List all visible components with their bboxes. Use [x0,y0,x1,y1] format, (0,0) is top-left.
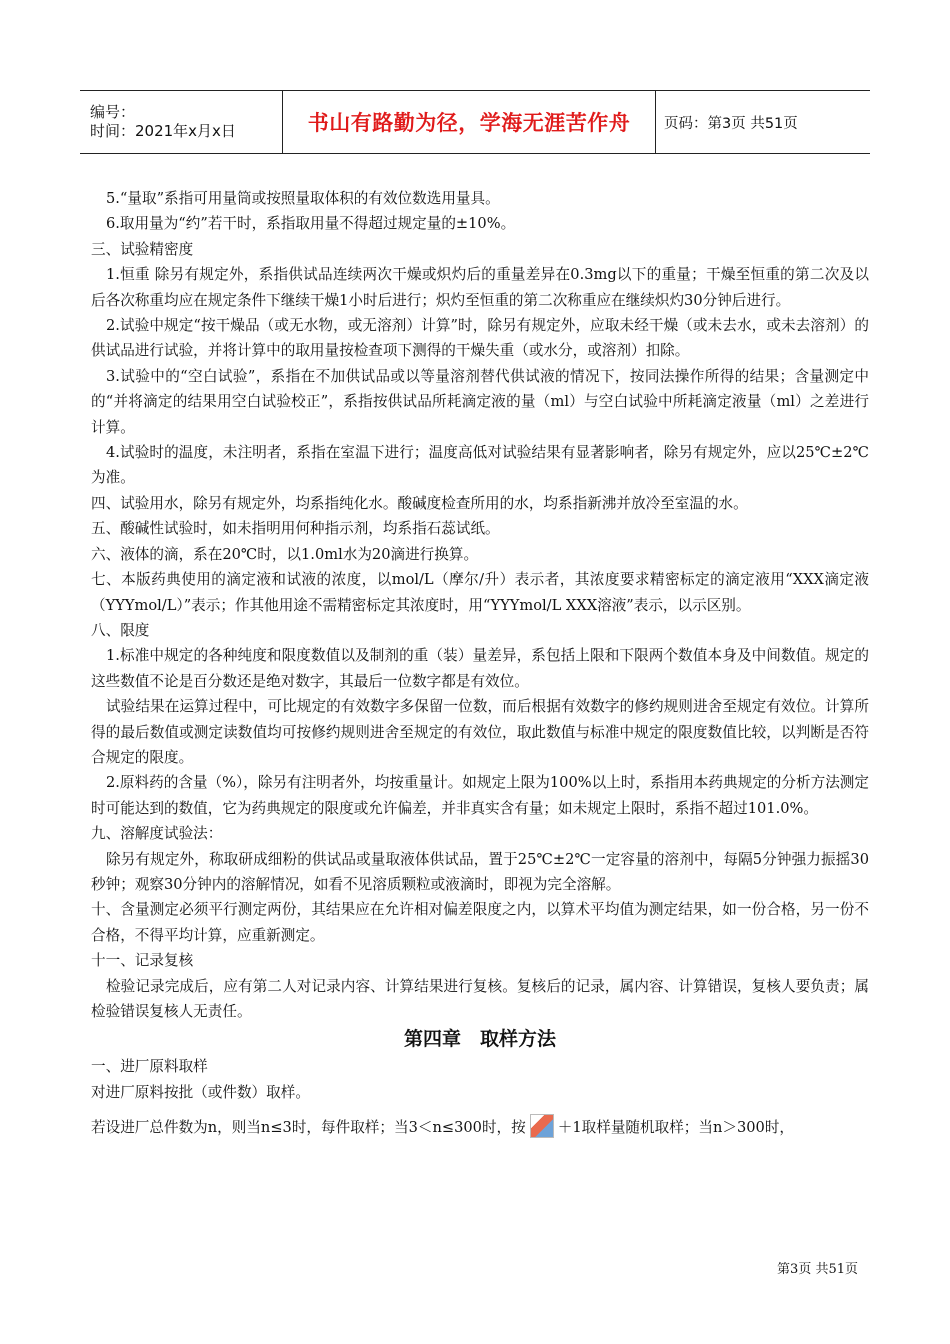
serial-label: 编号： [90,103,136,121]
section-title: 一、进厂原料取样 [91,1058,208,1076]
body-paragraph: 1.恒重 除另有规定外，系指供试品连续两次干燥或炽灼后的重量差异在0.3mg以下的重量；干燥至恒重的第二次及以后各次称重均应在规定条件下继续干燥1小时后进行；炽灼至恒重的第二次称重应在继续炽灼30分钟后进行。 [91,266,869,309]
body-paragraph: 检验记录完成后，应有第二人对记录内容、计算结果进行复核。复核后的记录，属内容、计算错误，复核人要负责；属检验错误复核人无责任。 [91,977,869,1020]
body-paragraph: 5.“量取”系指可用量筒或按照量取体积的有效位数选用量具。 [106,190,500,207]
body-paragraph: 九、溶解度试验法： [91,825,223,843]
formula-image-icon [530,1114,554,1138]
body-paragraph: 2.原料药的含量（%），除另有注明者外，均按重量计。如规定上限为100%以上时，系指用本药典规定的分析方法测定时可能达到的数值，它为药典规定的限度或允许偏差，并非真实含有量；如未规定上限时，系指不超过101.0%。 [91,774,869,817]
document-body [91,186,869,1141]
body-paragraph: 八、限度 [91,621,150,639]
body-paragraph: 五、酸碱性试验时，如未指明用何种指示剂，均系指石蕊试纸。 [91,520,500,538]
body-paragraph: 1.标准中规定的各种纯度和限度数值以及制剂的重（装）量差异，系包括上限和下限两个数值本身及中间数值。规定的这些数值不论是百分数还是绝对数字，其最后一位数字都是有效位。 [91,647,869,690]
body-paragraph: 六、液体的滴，系在20℃时，以1.0ml水为20滴进行换算。 [91,545,479,563]
section-line: 对进厂原料按批（或件数）取样。 [91,1083,310,1101]
sampling-rule-after: ＋1取样量随机取样；当n＞300时， [557,1119,795,1137]
body-paragraph: 3.试验中的“空白试验”，系指在不加供试品或以等量溶剂替代供试液的情况下，按同法操作所得的结果；含量测定中的“并将滴定的结果用空白试验校正”，系指按供试品所耗滴定液的量（ml）与空白试验中所耗滴定液量（ml）之差进行计算。 [91,367,869,436]
body-paragraph: 三、试验精密度 [91,240,194,258]
header-page-info: 页码：第3页 共51页 [664,115,798,132]
body-paragraph: 四、试验用水，除另有规定外，均系指纯化水。酸碱度检查所用的水，均系指新沸并放冷至室温的水。 [91,494,748,512]
body-paragraph: 七、本版药典使用的滴定液和试液的浓度，以mol/L（摩尔/升）表示者，其浓度要求精密标定的滴定液用“XXX滴定液（YYYmol/L）”表示；作其他用途不需精密标定其浓度时，用“YYYmol/L XXX溶液”表示，以示区别。 [91,571,869,614]
body-paragraph: 十、含量测定必须平行测定两份，其结果应在允许相对偏差限度之内，以算术平均值为测定结果，如一份合格，另一份不合格，不得平均计算，应重新测定。 [91,901,869,944]
page-footer: 第3页 共51页 [777,1262,858,1277]
body-paragraph: 6.取用量为“约”若干时，系指取用量不得超过规定量的±10%。 [106,215,516,233]
body-paragraph: 试验结果在运算过程中，可比规定的有效数字多保留一位数，而后根据有效数字的修约规则进舍至规定有效位。计算所得的最后数值或测定读数值均可按修约规则进舍至规定的有效位，取此数值与标准中规定的限度数值比较，以判断是否符合规定的限度。 [91,698,869,766]
date-line: 时间：2021年x月x日 [90,122,236,140]
paragraph-list [91,186,869,1024]
header-left-cell [80,91,282,153]
sampling-rule [91,1114,869,1140]
body-paragraph: 2.试验中规定“按干燥品（或无水物，或无溶剂）计算”时，除另有规定外，应取未经干燥（或未去水，或未去溶剂）的供试品进行试验，并将计算中的取用量按检查项下测得的干燥失重（或水分，或溶剂）扣除。 [91,317,869,360]
chapter-title: 第四章 取样方法 [403,1028,556,1051]
body-paragraph: 十一、记录复核 [91,952,194,970]
page-header [80,90,870,154]
body-paragraph: 4.试验时的温度，未注明者，系指在室温下进行；温度高低对试验结果有显著影响者，除另有规定外，应以25℃±2℃为准。 [91,444,869,487]
header-motto: 书山有路勤为径，学海无涯苦作舟 [282,91,656,153]
sampling-rule-before: 若设进厂总件数为n，则当n≤3时，每件取样；当3＜n≤300时，按 [91,1119,526,1137]
body-paragraph: 除另有规定外，称取研成细粉的供试品或量取液体供试品，置于25℃±2℃一定容量的溶剂中，每隔5分钟强力振摇30秒钟；观察30分钟内的溶解情况，如看不见溶质颗粒或液滴时，即视为完全溶解。 [91,850,869,893]
